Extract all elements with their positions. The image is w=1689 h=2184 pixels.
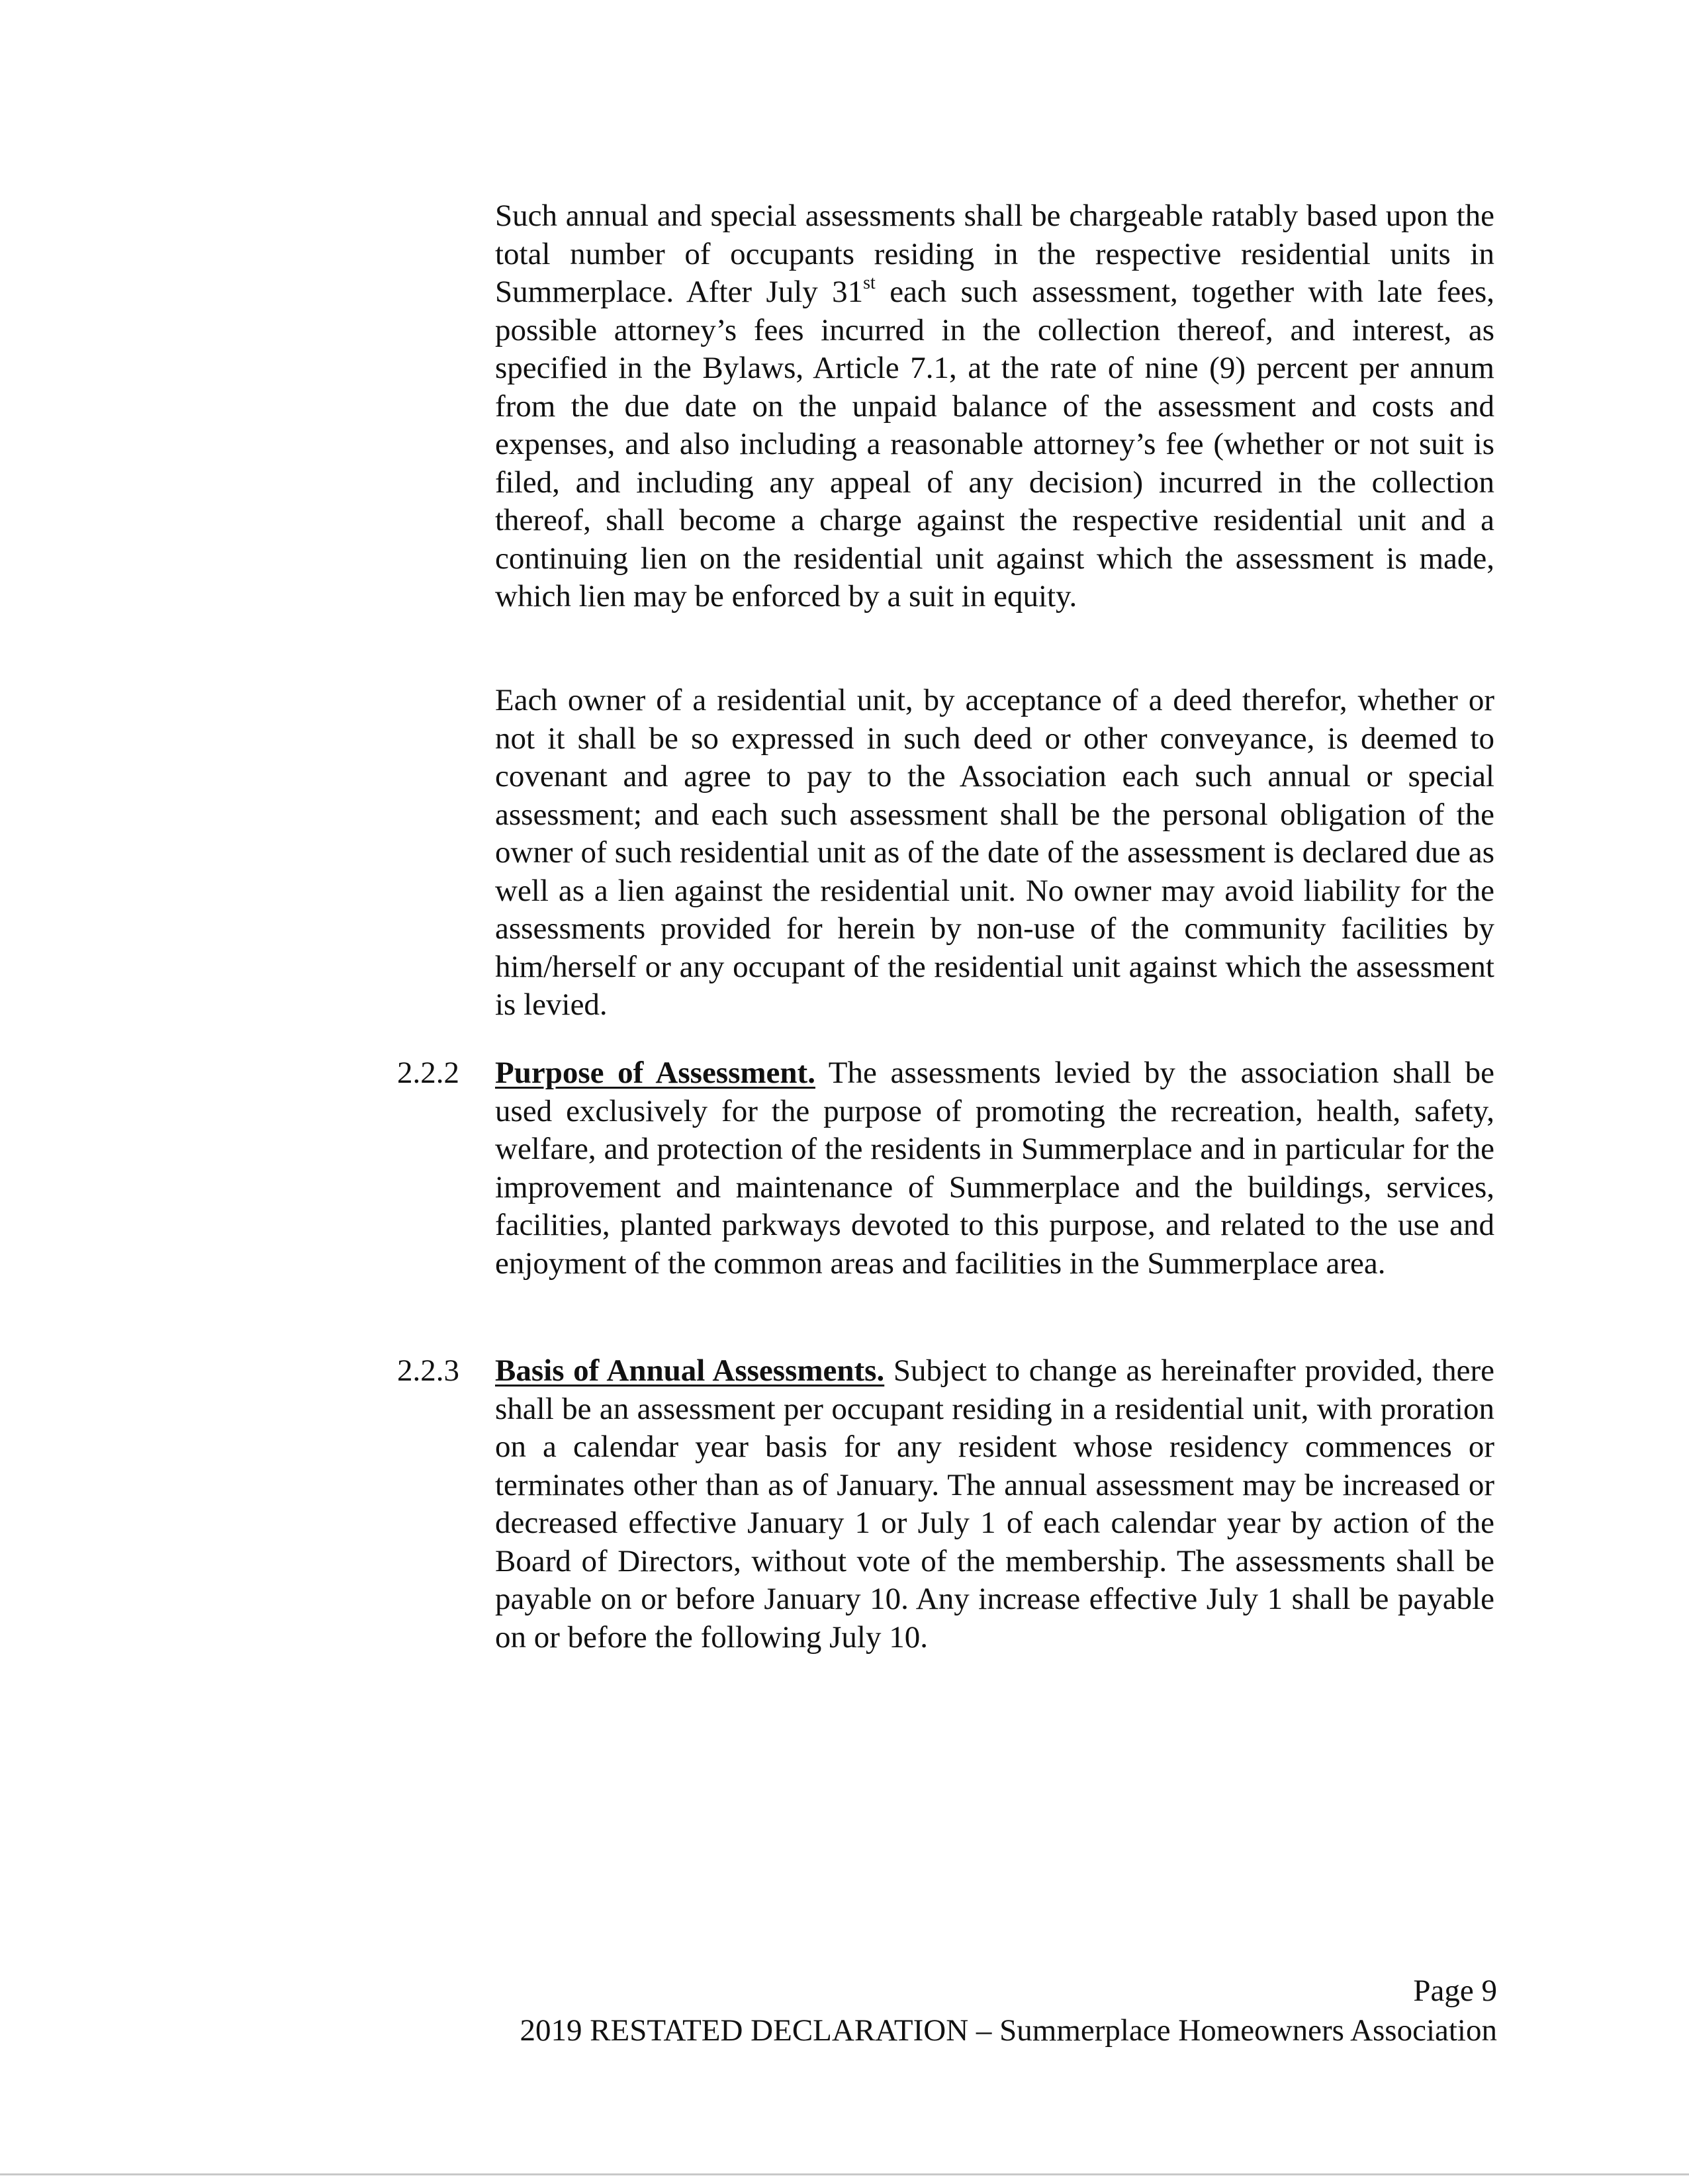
section-2-2-3 [397, 1352, 1494, 1657]
section-text: Subject to change as hereinafter provided, there shall be an assessment per occupant residing in a residential unit, with proration on a calendar year basis for any resident whose residency commences or terminates other than as of January. The annual assessment may be increased or decreased effective January 1 or July 1 of each calendar year by action of the Board of Directors, without vote of the membership. The assessments shall be payable on or before January 10. Any increase effective July 1 shall be payable on or before the following July 10. [495, 1353, 1494, 1655]
paragraph-text-start: Such annual and special assessments shall be chargeable ratably based upon the total number of occupants residing in the respective residential units in Summerplace. After July 31 [495, 199, 1494, 309]
paragraph-owner-obligation: Each owner of a residential unit, by acceptance of a deed therefor, whether or not it shall be so expressed in such deed or other conveyance, is deemed to covenant and agree to pay to the Association each such annual or special assessment; and each such assessment shall be the personal obligation of the owner of such residential unit as of the date of the assessment is declared due as well as a lien against the residential unit. No owner may avoid liability for the assessments provided for herein by non-use of the community facilities by him/herself or any occupant of the residential unit against which the assessment is levied. [495, 683, 1494, 1022]
scan-edge-divider [0, 2173, 1689, 2175]
section-number: 2.2.2 [397, 1056, 459, 1090]
page-number: Page 9 [1413, 1974, 1497, 2008]
section-2-2-2 [397, 1054, 1494, 1283]
section-text: The assessments levied by the association shall be used exclusively for the purpose of promoting the recreation, health, safety, welfare, and protection of the residents in Summerplace and in particular for the improvement and maintenance of Summerplace and the buildings, services, facilities, planted parkways devoted to this purpose, and related to the use and enjoyment of the common areas and facilities in the Summerplace area. [495, 1056, 1494, 1281]
ordinal-superscript: st [863, 273, 876, 293]
paragraph-text-end: each such assessment, together with late fees, possible attorney’s fees incurred in the collection thereof, and interest, as specified in the Bylaws, Article 7.1, at the rate of nine (9) percent per annum from the due date on the unpaid balance of the assessment and costs and expenses, and also including a reasonable attorney’s fee (whether or not suit is filed, and including any appeal of any decision) incurred in the collection thereof, shall become a charge against the respective residential unit and a continuing lien on the residential unit against which the assessment is made, which lien may be enforced by a suit in equity. [495, 275, 1494, 614]
section-heading: Basis of Annual Assessments. [495, 1353, 885, 1388]
footer-title: 2019 RESTATED DECLARATION – Summerplace Homeowners Association [520, 2013, 1497, 2048]
section-heading: Purpose of Assessment. [495, 1056, 815, 1090]
section-number: 2.2.3 [397, 1353, 459, 1388]
paragraph-assessment-charges [495, 197, 1494, 616]
